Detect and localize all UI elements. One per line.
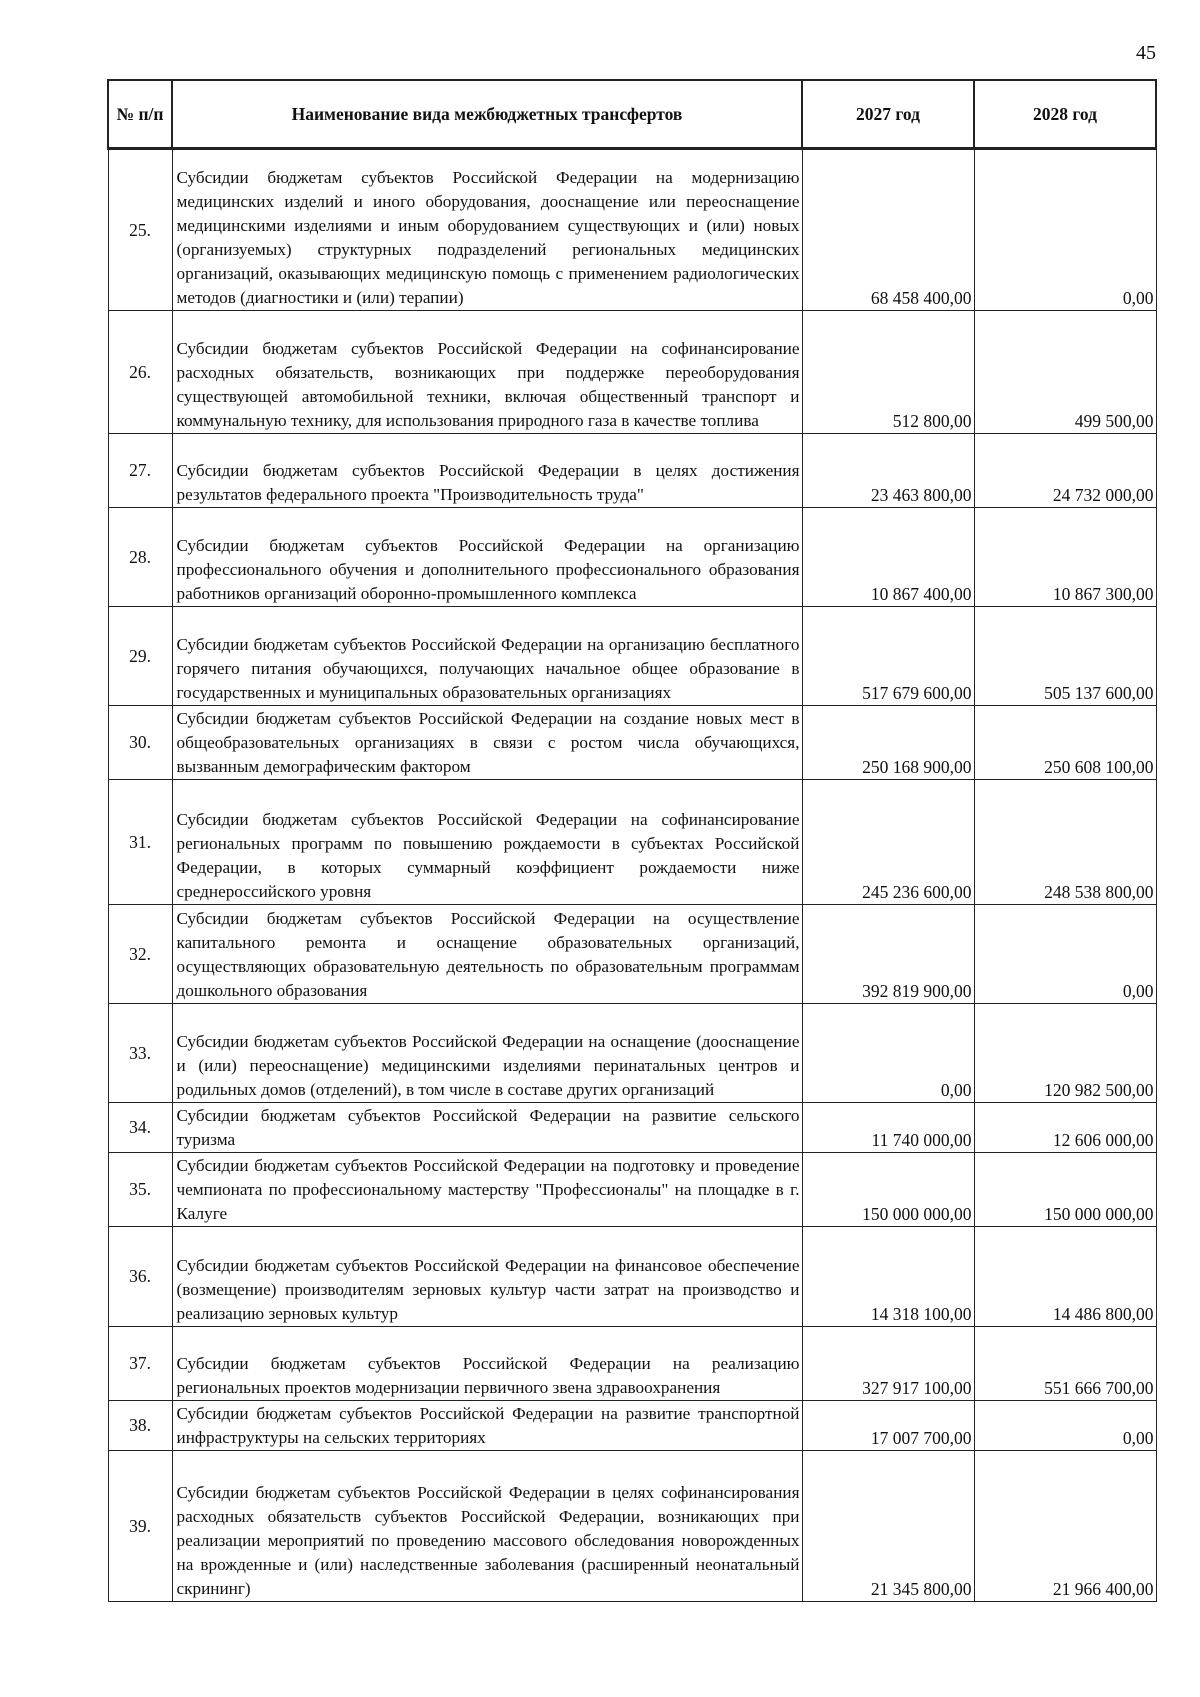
value-2027: 250 168 900,00 [802, 706, 974, 780]
value-2028: 248 538 800,00 [974, 780, 1156, 905]
table-row [108, 1401, 1156, 1451]
transfer-name: Субсидии бюджетам субъектов Российской Федерации на модернизацию медицинских изделий и иного оборудования, дооснащение или переоснащение медицинскими изделиями и иным оборудованием существующих и (или) новых (организуемых) структурных подразделений региональных медицинских организаций, оказывающих медицинскую помощь с применением радиологических методов (диагностики и (или) терапии) [172, 149, 802, 311]
value-2028: 150 000 000,00 [974, 1153, 1156, 1227]
value-2027: 512 800,00 [802, 311, 974, 434]
transfer-name: Субсидии бюджетам субъектов Российской Федерации в целях софинансирования расходных обязательств субъектов Российской Федерации, возникающих при реализации мероприятий по проведению массового обследования новорожденных на врожденные и (или) наследственные заболевания (расширенный неонатальный скрининг) [172, 1451, 802, 1602]
row-number: 36. [108, 1227, 172, 1327]
transfer-name: Субсидии бюджетам субъектов Российской Федерации на реализацию региональных проектов модернизации первичного звена здравоохранения [172, 1327, 802, 1401]
row-number: 33. [108, 1004, 172, 1103]
header-name: Наименование вида межбюджетных трансфертов [172, 80, 802, 149]
value-2027: 245 236 600,00 [802, 780, 974, 905]
value-2028: 0,00 [974, 905, 1156, 1004]
table-row [108, 508, 1156, 607]
table-row [108, 1451, 1156, 1602]
row-number: 35. [108, 1153, 172, 1227]
table-row [108, 311, 1156, 434]
value-2028: 14 486 800,00 [974, 1227, 1156, 1327]
table-header-row [108, 80, 1156, 149]
value-2027: 23 463 800,00 [802, 434, 974, 508]
table-row [108, 706, 1156, 780]
transfer-name: Субсидии бюджетам субъектов Российской Федерации на развитие сельского туризма [172, 1103, 802, 1153]
value-2028: 10 867 300,00 [974, 508, 1156, 607]
table-row [108, 1004, 1156, 1103]
value-2028: 120 982 500,00 [974, 1004, 1156, 1103]
transfer-name: Субсидии бюджетам субъектов Российской Федерации на осуществление капитального ремонта и оснащение образовательных организаций, осуществляющих образовательную деятельность по образовательным программам дошкольного образования [172, 905, 802, 1004]
transfer-name: Субсидии бюджетам субъектов Российской Федерации на организацию профессионального обучения и дополнительного профессионального образования работников организаций оборонно-промышленного комплекса [172, 508, 802, 607]
header-num: № п/п [108, 80, 172, 149]
transfer-name: Субсидии бюджетам субъектов Российской Федерации на софинансирование региональных программ по повышению рождаемости в субъектах Российской Федерации, в которых суммарный коэффициент рождаемости ниже среднероссийского уровня [172, 780, 802, 905]
transfer-name: Субсидии бюджетам субъектов Российской Федерации на организацию бесплатного горячего питания обучающихся, получающих начальное общее образование в государственных и муниципальных образовательных организациях [172, 607, 802, 706]
value-2028: 551 666 700,00 [974, 1327, 1156, 1401]
header-2027: 2027 год [802, 80, 974, 149]
header-2028: 2028 год [974, 80, 1156, 149]
row-number: 29. [108, 607, 172, 706]
table-row [108, 1103, 1156, 1153]
table-row [108, 607, 1156, 706]
value-2027: 10 867 400,00 [802, 508, 974, 607]
transfer-name: Субсидии бюджетам субъектов Российской Федерации на софинансирование расходных обязательств, возникающих при поддержке переоборудования существующей автомобильной техники, включая общественный транспорт и коммунальную технику, для использования природного газа в качестве топлива [172, 311, 802, 434]
page-number: 45 [1136, 42, 1156, 64]
value-2027: 517 679 600,00 [802, 607, 974, 706]
transfer-name: Субсидии бюджетам субъектов Российской Федерации на развитие транспортной инфраструктуры на сельских территориях [172, 1401, 802, 1451]
transfers-table [107, 79, 1157, 1602]
value-2028: 21 966 400,00 [974, 1451, 1156, 1602]
value-2028: 505 137 600,00 [974, 607, 1156, 706]
value-2027: 68 458 400,00 [802, 149, 974, 311]
table-row [108, 434, 1156, 508]
row-number: 28. [108, 508, 172, 607]
row-number: 31. [108, 780, 172, 905]
value-2028: 0,00 [974, 1401, 1156, 1451]
value-2027: 392 819 900,00 [802, 905, 974, 1004]
value-2027: 14 318 100,00 [802, 1227, 974, 1327]
row-number: 27. [108, 434, 172, 508]
value-2028: 12 606 000,00 [974, 1103, 1156, 1153]
table-row [108, 905, 1156, 1004]
table-row [108, 780, 1156, 905]
transfer-name: Субсидии бюджетам субъектов Российской Федерации в целях достижения результатов федерального проекта "Производительность труда" [172, 434, 802, 508]
value-2027: 17 007 700,00 [802, 1401, 974, 1451]
table-row [108, 1153, 1156, 1227]
row-number: 30. [108, 706, 172, 780]
value-2028: 499 500,00 [974, 311, 1156, 434]
value-2028: 24 732 000,00 [974, 434, 1156, 508]
row-number: 39. [108, 1451, 172, 1602]
transfer-name: Субсидии бюджетам субъектов Российской Федерации на оснащение (дооснащение и (или) переоснащение) медицинскими изделиями перинатальных центров и родильных домов (отделений), в том числе в составе других организаций [172, 1004, 802, 1103]
table-row [108, 1227, 1156, 1327]
row-number: 26. [108, 311, 172, 434]
row-number: 38. [108, 1401, 172, 1451]
row-number: 32. [108, 905, 172, 1004]
row-number: 34. [108, 1103, 172, 1153]
row-number: 25. [108, 149, 172, 311]
value-2027: 150 000 000,00 [802, 1153, 974, 1227]
transfer-name: Субсидии бюджетам субъектов Российской Федерации на финансовое обеспечение (возмещение) производителям зерновых культур части затрат на производство и реализацию зерновых культур [172, 1227, 802, 1327]
value-2028: 250 608 100,00 [974, 706, 1156, 780]
row-number: 37. [108, 1327, 172, 1401]
table-row [108, 149, 1156, 311]
value-2027: 21 345 800,00 [802, 1451, 974, 1602]
value-2028: 0,00 [974, 149, 1156, 311]
transfer-name: Субсидии бюджетам субъектов Российской Федерации на подготовку и проведение чемпионата по профессиональному мастерству "Профессионалы" на площадке в г. Калуге [172, 1153, 802, 1227]
transfer-name: Субсидии бюджетам субъектов Российской Федерации на создание новых мест в общеобразовательных организациях в связи с ростом числа обучающихся, вызванным демографическим фактором [172, 706, 802, 780]
table-row [108, 1327, 1156, 1401]
value-2027: 11 740 000,00 [802, 1103, 974, 1153]
value-2027: 327 917 100,00 [802, 1327, 974, 1401]
value-2027: 0,00 [802, 1004, 974, 1103]
